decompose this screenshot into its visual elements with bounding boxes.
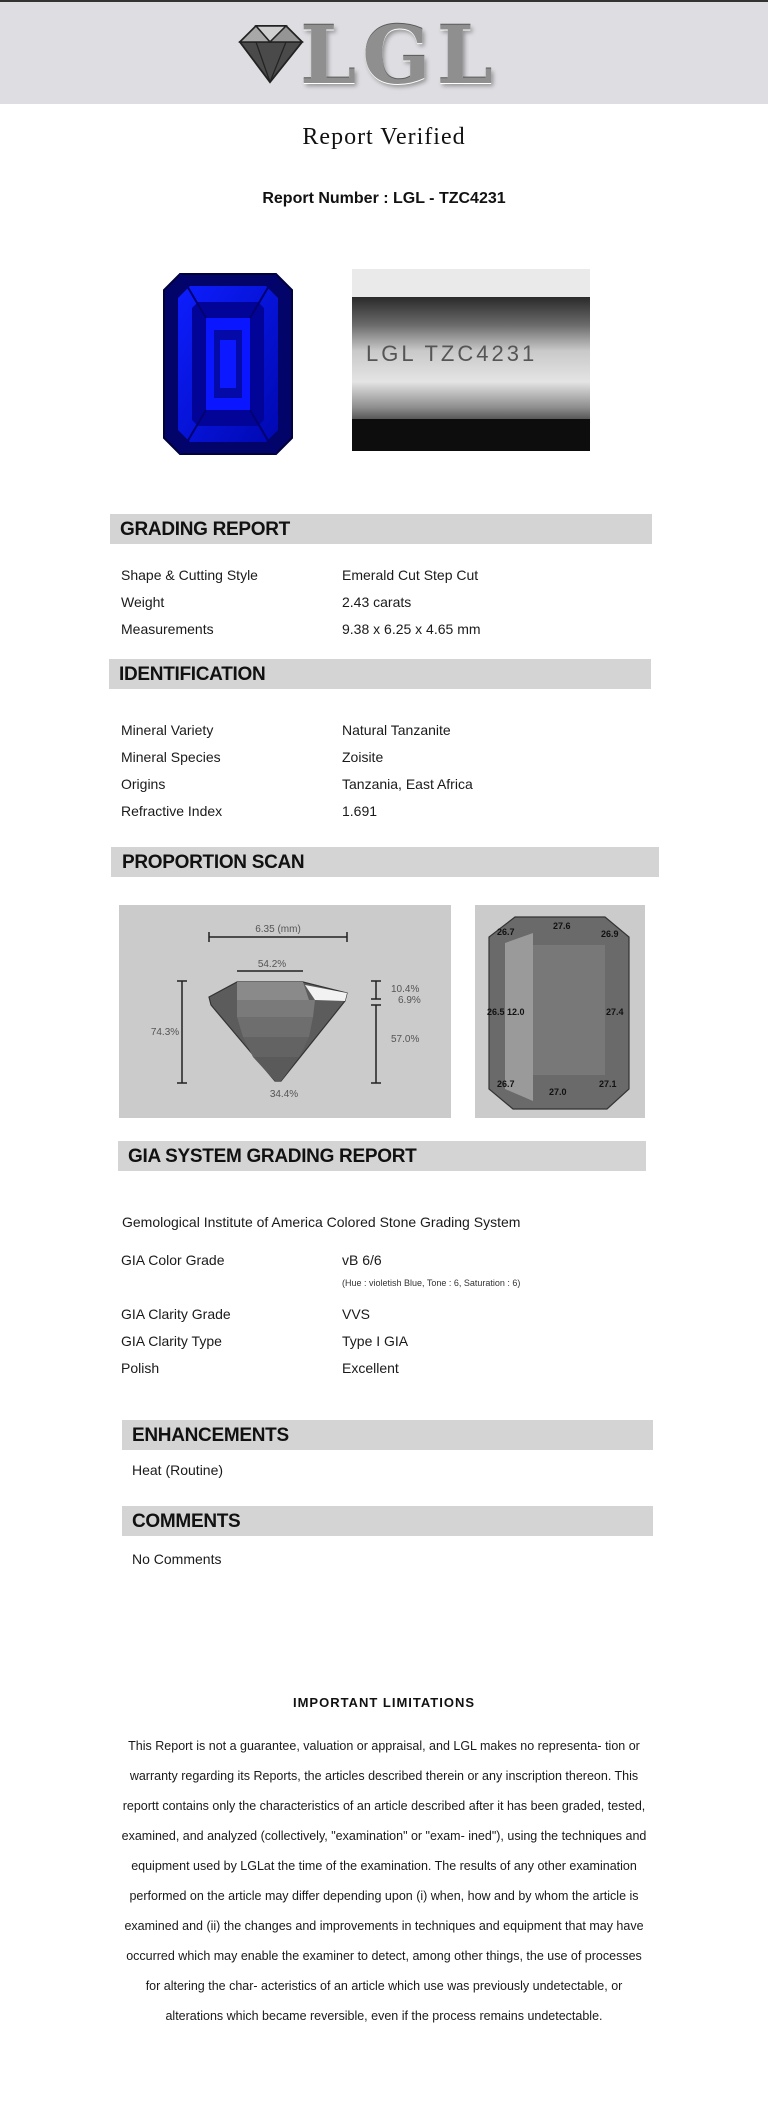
comments-heading: COMMENTS	[122, 1506, 653, 1536]
total-depth-label: 74.3%	[150, 1027, 180, 1038]
inscription-photo	[352, 269, 590, 451]
gem-profile-diagram	[119, 905, 451, 1118]
proportion-top-view	[475, 905, 645, 1118]
enhancements-text: Heat (Routine)	[132, 1462, 224, 1478]
top-mid-value: 27.6	[553, 921, 571, 931]
emerald-cut-gem-image	[132, 268, 324, 460]
comments-text: No Comments	[132, 1551, 222, 1567]
proportion-scan-heading: PROPORTION SCAN	[111, 847, 659, 877]
identification-heading: IDENTIFICATION	[109, 659, 651, 689]
width-label: 6.35 (mm)	[255, 924, 301, 935]
mid-right-value: 27.4	[606, 1007, 624, 1017]
page-title: Report Verified	[302, 124, 466, 150]
top-left-value: 26.7	[497, 927, 515, 937]
logo-wordmark: LGL	[300, 8, 499, 102]
girdle-inscription-image	[352, 269, 590, 451]
crown-height-label: 10.4%	[391, 984, 420, 995]
diamond-logo-icon	[230, 20, 310, 90]
top-right-value: 26.9	[601, 929, 619, 939]
pavilion-depth-label: 57.0%	[391, 1034, 420, 1045]
gem-photo	[132, 268, 324, 460]
bottom-mid-value: 27.0	[549, 1087, 567, 1097]
mid-left-value: 26.5 12.0	[487, 1007, 525, 1017]
color-grade-note: (Hue : violetish Blue, Tone : 6, Saturation : 6)	[342, 1278, 521, 1288]
bottom-left-value: 26.7	[497, 1079, 515, 1089]
girdle-label: 6.9%	[398, 995, 421, 1006]
inscription-text: LGL TZC4231	[366, 341, 538, 366]
grading-report-heading: GRADING REPORT	[110, 514, 652, 544]
gia-subtitle: Gemological Institute of America Colored Stone Grading System	[122, 1214, 521, 1230]
proportion-side-view	[119, 905, 451, 1118]
enhancements-heading: ENHANCEMENTS	[122, 1420, 653, 1450]
bottom-right-value: 27.1	[599, 1079, 617, 1089]
report-number: Report Number : LGL - TZC4231	[262, 190, 506, 207]
gia-report-heading: GIA SYSTEM GRADING REPORT	[118, 1141, 646, 1171]
limitations-title: IMPORTANT LIMITATIONS	[292, 1695, 476, 1710]
culet-label: 34.4%	[269, 1089, 299, 1100]
lgl-logo	[230, 8, 499, 102]
header-bar	[0, 2, 768, 104]
table-label: 54.2%	[257, 959, 287, 970]
limitations-text: This Report is not a guarantee, valuation or appraisal, and LGL makes no representa- tion or warranty regarding its Reports, the articles described therein or any inscription thereon. This reportt contains only the characteristics of an article described after it has been graded, tested, examined, and analyzed (collectively, "examination" or "exam- ined"), using the techniques and equipment used by LGLat the time of the examination. The results of any other examination performed on the article may differ depending upon (i) when, how and by whom the article is examined and (ii) the changes and improvements in techniques and equipment that may have occurred which may enable the examiner to detect, among other things, the use of processes for altering the char- acteristics of an article which use was previously undetectable, or alterations which became reversible, even if the process remains undetectable.	[121, 1739, 647, 2023]
gem-top-diagram	[475, 905, 645, 1118]
